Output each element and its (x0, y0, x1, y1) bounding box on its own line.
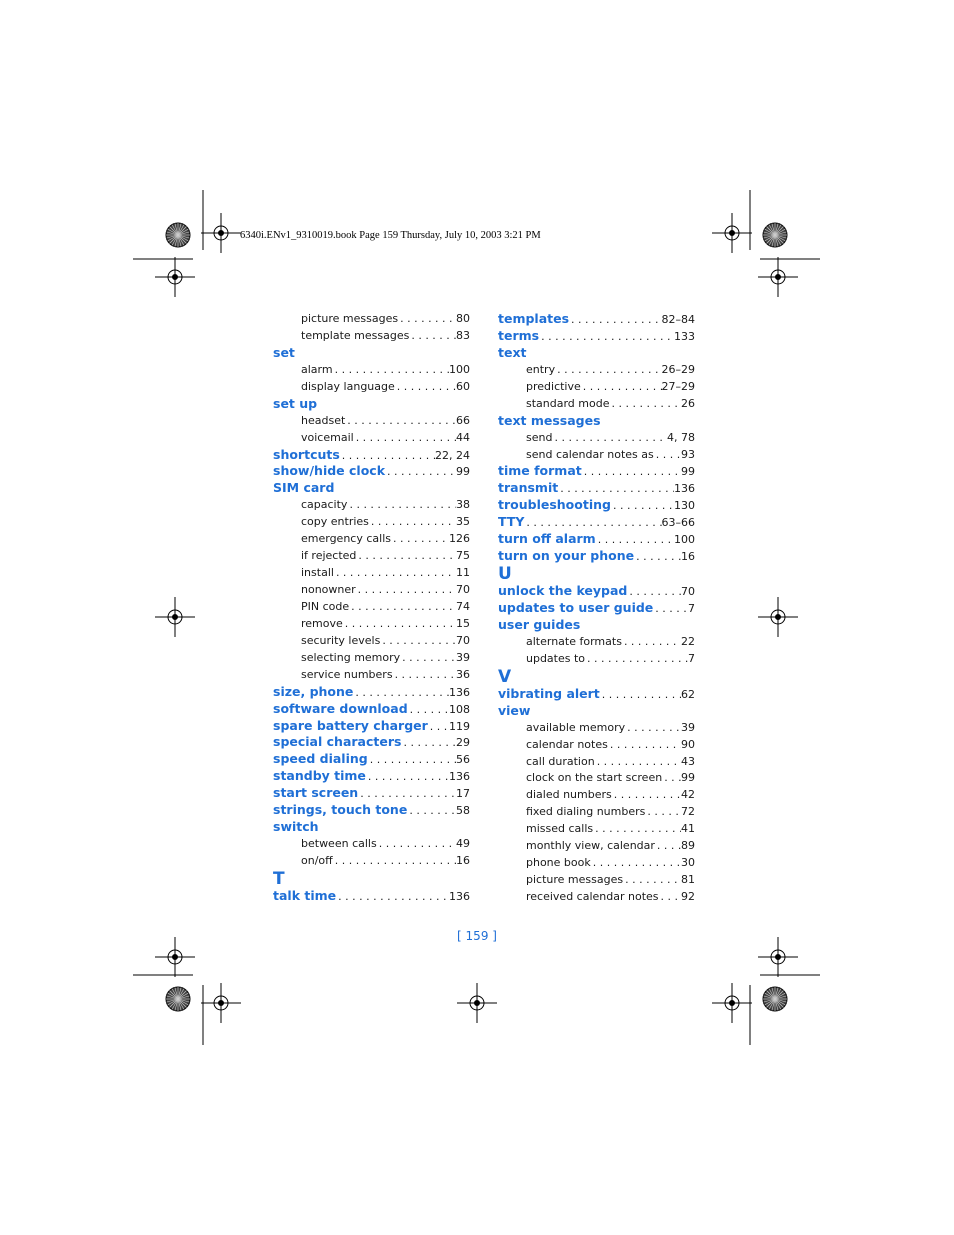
index-entry (273, 819, 470, 836)
dot-leader (395, 379, 456, 396)
index-term: phone book (526, 856, 591, 870)
index-term: headset (301, 413, 346, 427)
index-page-ref: 119 (449, 719, 470, 733)
dot-leader (634, 549, 681, 565)
dot-leader (569, 312, 661, 328)
index-entry (273, 751, 470, 768)
dot-leader (358, 786, 456, 802)
index-page-ref: 126 (449, 532, 470, 546)
index-term: text (498, 344, 527, 360)
dot-leader (623, 872, 681, 889)
index-page-ref: 100 (449, 362, 470, 376)
index-subentry (498, 720, 695, 737)
dot-leader (333, 362, 449, 379)
index-subentry (273, 633, 470, 650)
dot-leader (524, 515, 661, 531)
dot-leader (343, 616, 456, 633)
index-subentry (498, 804, 695, 821)
index-entry (273, 785, 470, 802)
index-term: available memory (526, 720, 626, 734)
dot-leader (593, 821, 681, 838)
dot-leader (354, 430, 456, 447)
index-subentry (273, 667, 470, 684)
dot-leader (611, 498, 674, 514)
index-term: special characters (273, 734, 402, 750)
index-term: alarm (301, 362, 333, 376)
index-term: strings, touch tone (273, 802, 408, 818)
index-page-ref: 99 (681, 465, 695, 479)
dot-leader (368, 752, 456, 768)
index-subentry (273, 650, 470, 667)
index-term: standard mode (526, 396, 610, 410)
index-page-ref: 22 (681, 634, 695, 648)
index-page-ref: 90 (681, 737, 695, 751)
dot-leader (407, 803, 456, 819)
index-page-ref: 136 (449, 685, 470, 699)
index-term: switch (273, 819, 319, 835)
index-page-ref: 82–84 (661, 313, 695, 326)
index-page-ref: 70 (456, 633, 470, 647)
index-page-ref: 26 (681, 396, 695, 410)
dot-leader (334, 565, 456, 582)
dot-leader (356, 582, 456, 599)
index-page-ref: 133 (674, 329, 695, 343)
index-term: T (273, 869, 285, 888)
index-term: size, phone (273, 683, 354, 699)
index-term: set (273, 344, 295, 360)
index-term: start screen (273, 785, 359, 801)
print-header-line: 6340i.ENv1_9310019.book Page 159 Thursday, July 10, 2003 3:21 PM (240, 230, 541, 241)
index-page-ref: 62 (681, 687, 695, 701)
index-term: alternate formats (526, 634, 622, 648)
index-page-ref: 66 (456, 413, 470, 427)
index-term: updates to (526, 651, 586, 665)
index-subentry (498, 447, 695, 464)
index-page-ref: 70 (681, 585, 695, 599)
dot-leader (552, 430, 667, 447)
index-term: on/off (301, 854, 333, 867)
dot-leader (347, 497, 456, 514)
index-column-right (498, 311, 695, 906)
index-entry (498, 480, 695, 497)
index-subentry (273, 379, 470, 396)
index-term: PIN code (301, 599, 350, 613)
index-term: received calendar notes (526, 890, 659, 903)
index-page-ref: 74 (456, 599, 470, 613)
index-page-ref: 60 (456, 379, 470, 393)
index-subentry (273, 616, 470, 633)
index-entry (498, 413, 695, 430)
index-term: capacity (301, 498, 348, 512)
dot-leader (596, 532, 674, 548)
index-term: nonowner (301, 583, 356, 596)
index-term: remove (301, 616, 343, 630)
dot-leader (585, 651, 688, 668)
index-term: template messages (301, 328, 410, 342)
dot-leader (591, 855, 681, 872)
index-page-ref: 130 (674, 499, 695, 513)
index-page-ref: 22, 24 (435, 448, 470, 462)
dot-leader (336, 889, 449, 905)
index-page-ref: 16 (456, 854, 470, 867)
index-page-ref: 58 (456, 804, 470, 818)
dot-leader (398, 311, 456, 328)
index-subentry (498, 754, 695, 771)
dot-leader (662, 770, 681, 787)
index-subentry (273, 430, 470, 447)
index-page-ref: 38 (456, 498, 470, 512)
index-term: spare battery charger (273, 717, 428, 733)
index-entry (498, 311, 695, 328)
dot-leader (391, 531, 449, 548)
index-subentry (498, 379, 695, 396)
index-entry (498, 497, 695, 514)
index-page-ref: 99 (681, 771, 695, 785)
index-subentry (498, 737, 695, 754)
index-entry (498, 703, 695, 720)
index-page-ref: 41 (681, 822, 695, 836)
index-term: vibrating alert (498, 685, 600, 701)
dot-leader (622, 634, 681, 651)
index-term: user guides (498, 616, 581, 632)
index-page-ref: 43 (681, 754, 695, 768)
index-term: troubleshooting (498, 497, 611, 513)
index-term: terms (498, 327, 540, 343)
index-term: templates (498, 311, 570, 326)
index-subentry (273, 853, 470, 870)
index-page-ref: 63–66 (661, 516, 695, 530)
dot-leader (600, 687, 681, 703)
index-entry (498, 686, 695, 703)
index-term: install (301, 566, 334, 580)
index-page-ref: 36 (456, 667, 470, 681)
index-term: clock on the start screen (526, 771, 663, 785)
index-term: picture messages (301, 312, 399, 325)
dot-leader (340, 448, 435, 464)
index-term: entry (526, 362, 556, 376)
index-term: V (498, 667, 512, 686)
index-subentry (273, 362, 470, 379)
index-page-ref: 7 (688, 602, 695, 615)
index-subentry (273, 311, 470, 328)
index-term: updates to user guide (498, 600, 654, 615)
index-entry (498, 328, 695, 345)
index-subentry (273, 548, 470, 565)
dot-leader (653, 601, 688, 617)
index-subentry (498, 838, 695, 855)
index-subentry (273, 531, 470, 548)
index-page-ref: 92 (681, 890, 695, 903)
dot-leader (356, 548, 456, 565)
index-term: transmit (498, 480, 559, 496)
index-term: if rejected (301, 549, 357, 563)
index-term: send calendar notes as (526, 447, 654, 461)
dot-leader (428, 719, 449, 735)
dot-leader (377, 836, 456, 853)
index-column-left (273, 311, 470, 905)
index-term: shortcuts (273, 446, 340, 462)
index-entry (498, 514, 695, 531)
index-term: between calls (301, 837, 377, 851)
index-entry (273, 463, 470, 480)
dot-leader (558, 481, 674, 497)
index-entry (498, 531, 695, 548)
dot-leader (555, 362, 661, 379)
index-section-letter (498, 668, 695, 686)
index-entry (273, 480, 470, 497)
dot-leader (353, 685, 449, 701)
index-term: view (498, 702, 531, 718)
index-term: software download (273, 700, 408, 716)
index-term: speed dialing (273, 751, 368, 767)
dot-leader (539, 329, 674, 345)
index-subentry (273, 413, 470, 430)
index-term: turn on your phone (498, 548, 635, 564)
dot-leader (581, 379, 662, 396)
index-term: dialed numbers (526, 788, 612, 802)
dot-leader (393, 667, 456, 684)
index-subentry (498, 651, 695, 668)
dot-leader (659, 889, 681, 906)
index-subentry (498, 889, 695, 906)
index-page-ref: 81 (681, 873, 695, 887)
index-page-ref: 56 (456, 753, 470, 767)
index-term: picture messages (526, 873, 624, 887)
index-page-ref: 29 (456, 736, 470, 750)
index-entry (273, 734, 470, 751)
index-page-ref: 4, 78 (667, 430, 695, 444)
index-subentry (498, 430, 695, 447)
index-subentry (273, 582, 470, 599)
dot-leader (609, 396, 681, 413)
index-page-ref: 136 (449, 770, 470, 784)
index-term: predictive (526, 379, 581, 393)
index-term: unlock the keypad (498, 583, 628, 599)
dot-leader (345, 413, 456, 430)
index-page-ref: 75 (456, 549, 470, 563)
index-page-ref: 7 (688, 651, 695, 665)
index-term: SIM card (273, 480, 335, 496)
index-page-ref: 39 (456, 650, 470, 664)
index-subentry (498, 396, 695, 413)
page-number: [ 159 ] (457, 929, 497, 943)
index-section-letter (273, 870, 470, 888)
dot-leader (366, 769, 449, 785)
dot-leader (333, 853, 456, 870)
index-page-ref: 108 (449, 702, 470, 716)
index-entry (498, 617, 695, 634)
index-page-ref: 72 (681, 805, 695, 819)
index-term: call duration (526, 754, 595, 768)
index-subentry (498, 855, 695, 872)
index-entry (273, 345, 470, 362)
index-entry (273, 701, 470, 718)
index-subentry (498, 821, 695, 838)
dot-leader (582, 464, 681, 480)
index-page-ref: 70 (456, 583, 470, 596)
index-term: send (526, 430, 553, 444)
dot-leader (595, 754, 681, 771)
index-term: talk time (273, 887, 337, 903)
index-page-ref: 136 (674, 482, 695, 496)
index-term: turn off alarm (498, 531, 596, 547)
index-term: missed calls (526, 822, 594, 836)
index-page-ref: 49 (456, 837, 470, 851)
dot-leader (401, 735, 456, 751)
index-term: selecting memory (301, 650, 401, 664)
index-term: service numbers (301, 667, 393, 681)
index-page-ref: 99 (456, 465, 470, 479)
index-entry (273, 447, 470, 464)
index-entry (273, 684, 470, 701)
index-entry (273, 396, 470, 413)
index-term: security levels (301, 633, 381, 647)
index-page-ref: 39 (681, 720, 695, 734)
index-term: copy entries (301, 515, 369, 529)
dot-leader (612, 787, 681, 804)
index-subentry (498, 362, 695, 379)
index-term: show/hide clock (273, 463, 386, 479)
index-page-ref: 16 (681, 550, 695, 564)
index-subentry (498, 787, 695, 804)
index-term: monthly view, calendar (526, 839, 655, 853)
index-page-ref: 17 (456, 787, 470, 801)
dot-leader (645, 804, 681, 821)
index-entry (498, 583, 695, 600)
dot-leader (654, 447, 681, 464)
index-page-ref: 30 (681, 856, 695, 870)
index-page-ref: 136 (449, 889, 470, 903)
index-page-ref: 15 (456, 616, 470, 630)
index-term: display language (301, 379, 395, 393)
index-page-ref: 11 (456, 566, 470, 580)
index-section-letter (498, 565, 695, 583)
index-entry (498, 345, 695, 362)
index-subentry (273, 328, 470, 345)
index-entry (498, 463, 695, 480)
index-term: fixed dialing numbers (526, 805, 646, 819)
index-term: emergency calls (301, 532, 391, 546)
index-entry (273, 802, 470, 819)
dot-leader (409, 328, 456, 345)
index-page-ref: 100 (674, 533, 695, 547)
dot-leader (627, 584, 681, 600)
dot-leader (349, 599, 456, 616)
index-page-ref: 93 (681, 447, 695, 461)
dot-leader (400, 650, 456, 667)
index-subentry (498, 634, 695, 651)
index-page-ref: 80 (456, 312, 470, 325)
dot-leader (408, 702, 449, 718)
index-page-ref: 83 (456, 328, 470, 342)
index-term: text messages (498, 412, 601, 428)
index-entry (273, 718, 470, 735)
index-term: time format (498, 463, 582, 479)
index-term: set up (273, 395, 318, 411)
index-subentry (273, 836, 470, 853)
index-term: TTY (498, 514, 525, 530)
index-page-ref: 35 (456, 515, 470, 529)
index-page-ref: 89 (681, 839, 695, 853)
dot-leader (625, 720, 681, 737)
index-term: voicemail (301, 430, 354, 444)
dot-leader (655, 838, 681, 855)
index-page-ref: 42 (681, 788, 695, 802)
dot-leader (385, 464, 456, 480)
index-entry (273, 768, 470, 785)
dot-leader (608, 737, 681, 754)
index-entry (273, 888, 470, 905)
index-subentry (498, 770, 695, 787)
index-term: U (498, 565, 512, 584)
index-page-ref: 44 (456, 430, 470, 444)
index-term: calendar notes (526, 737, 608, 751)
index-entry (498, 600, 695, 617)
index-entry (498, 548, 695, 565)
index-page-ref: 26–29 (661, 362, 695, 376)
index-subentry (273, 565, 470, 582)
dot-leader (380, 633, 456, 650)
index-subentry (273, 497, 470, 514)
index-term: standby time (273, 768, 366, 784)
index-subentry (273, 599, 470, 616)
dot-leader (369, 514, 456, 531)
index-subentry (273, 514, 470, 531)
index-subentry (498, 872, 695, 889)
index-page-ref: 27–29 (661, 379, 695, 393)
